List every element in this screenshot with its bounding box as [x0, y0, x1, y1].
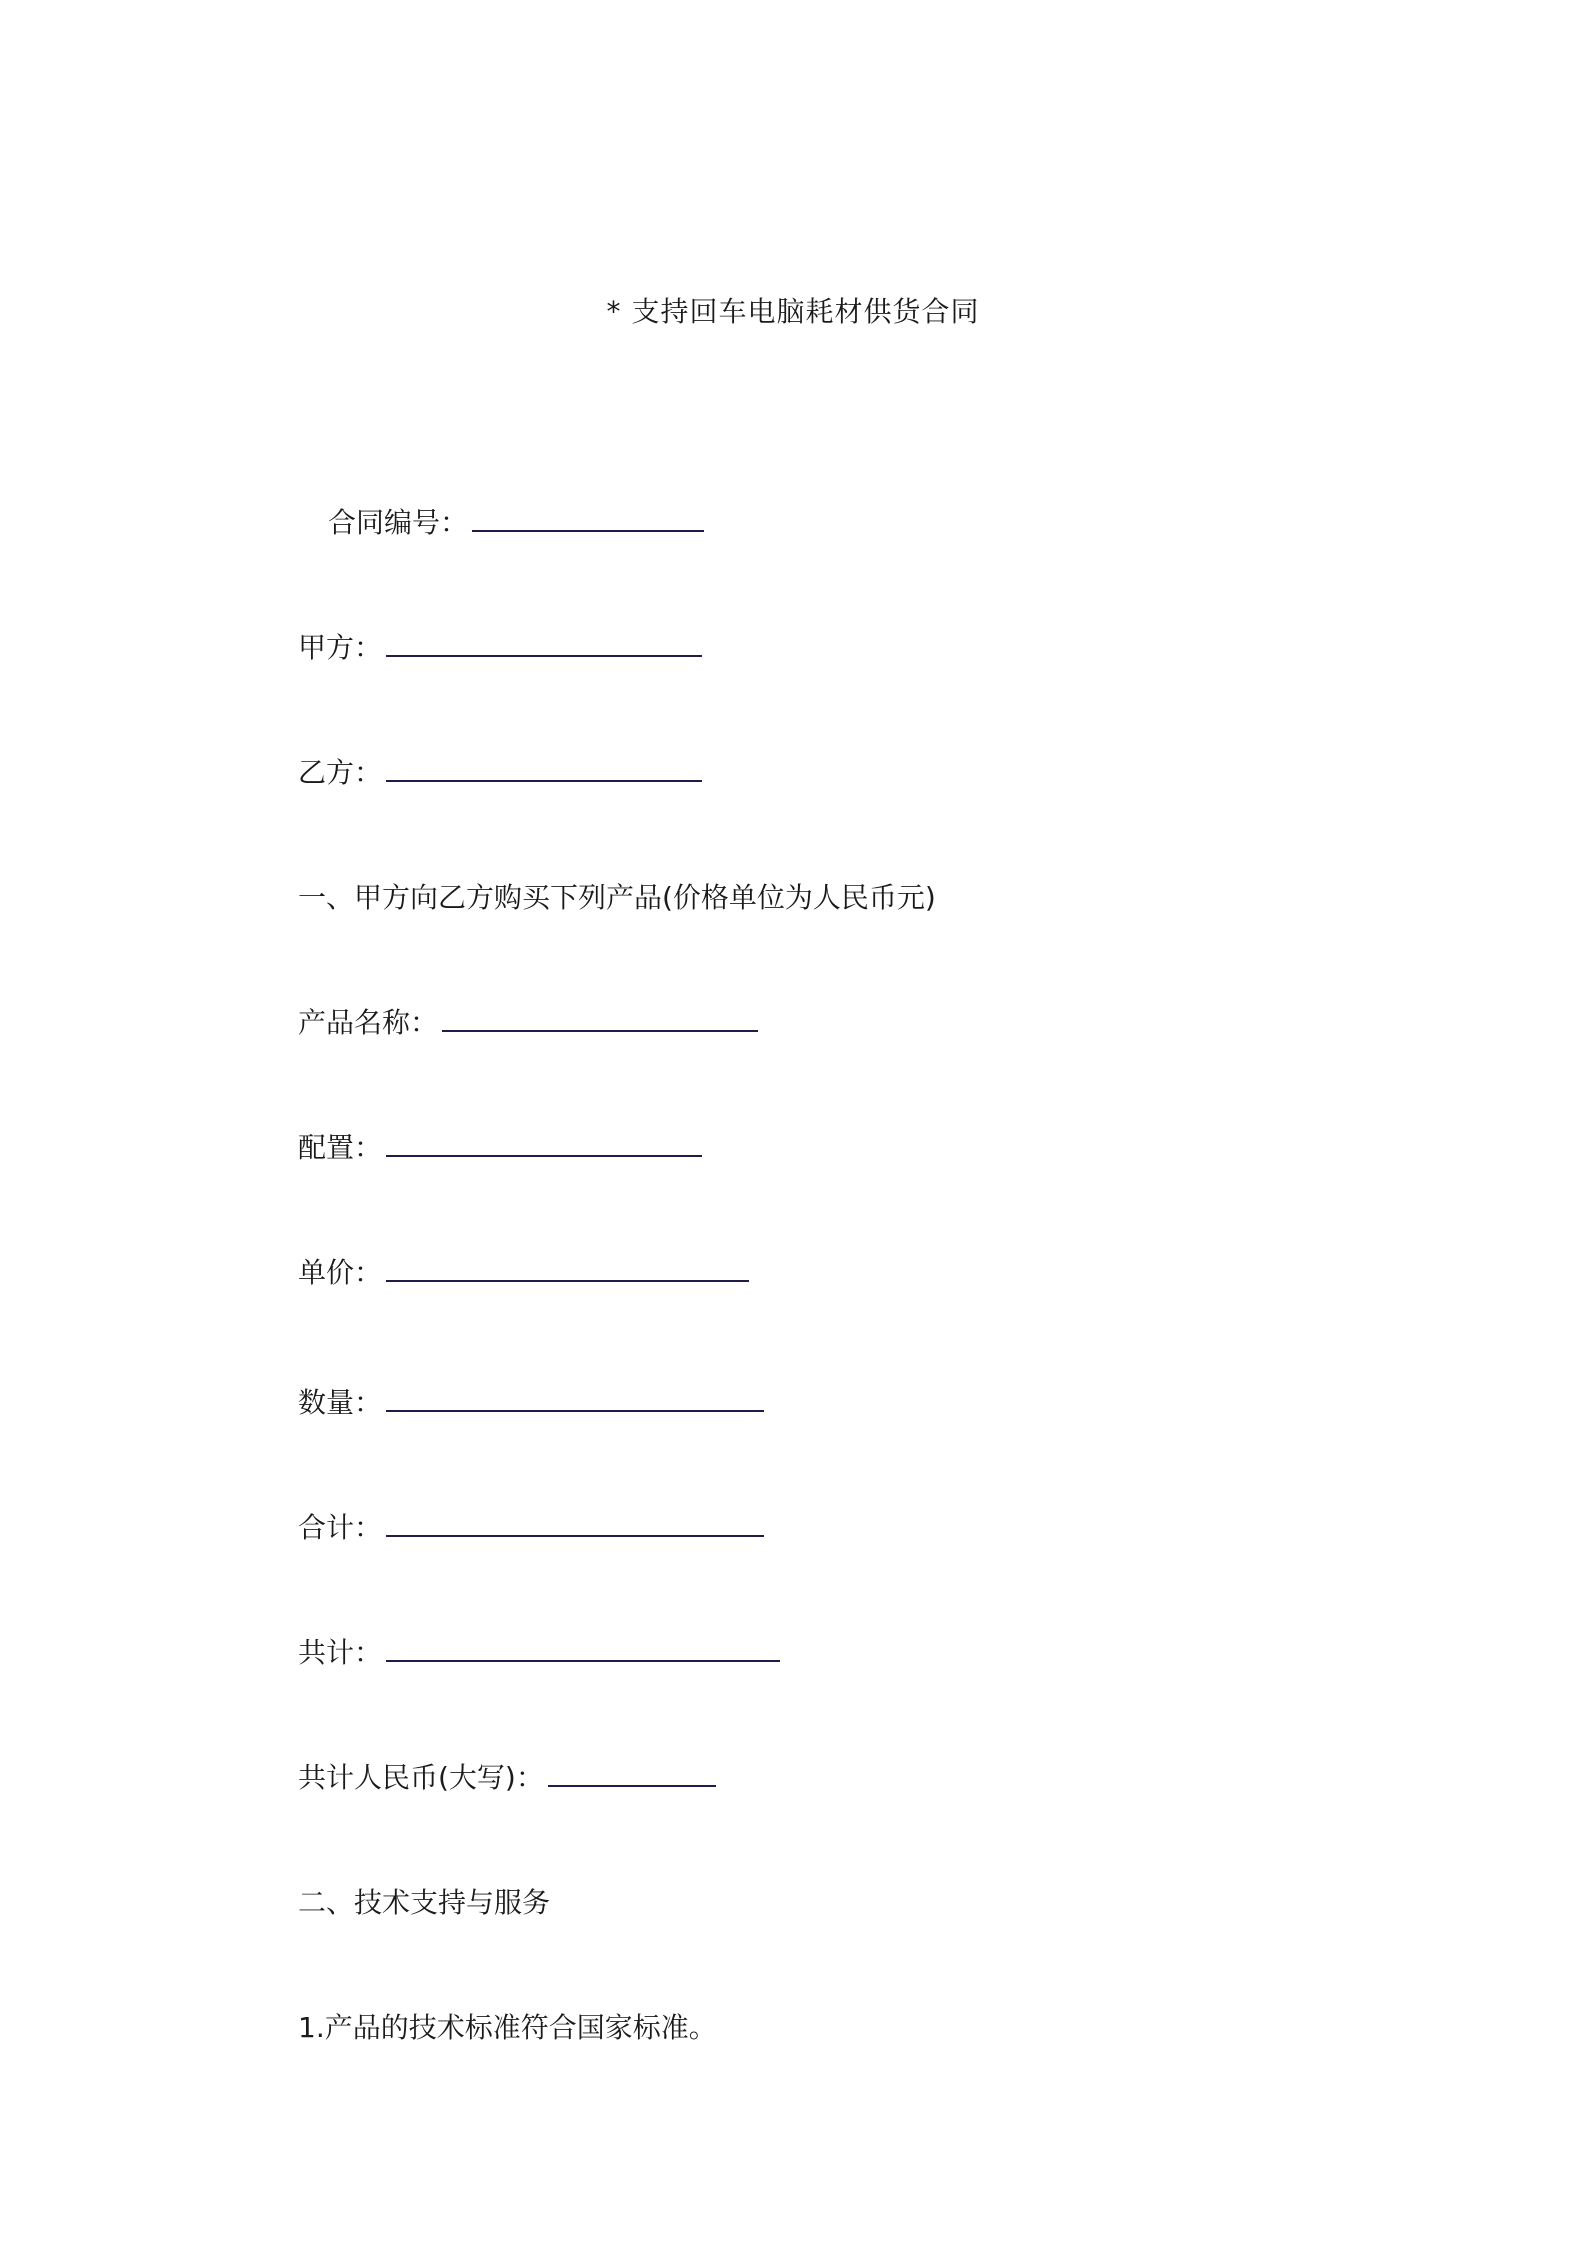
party-b-blank[interactable]: [386, 754, 702, 782]
contract-number-blank[interactable]: [472, 504, 704, 532]
total-rmb-line: [298, 1758, 716, 1798]
configuration-blank[interactable]: [386, 1129, 702, 1157]
document-title: * 支持回车电脑耗材供货合同: [606, 295, 980, 328]
unit-price-blank[interactable]: [386, 1254, 749, 1282]
quantity-label: 数量：: [298, 1386, 383, 1419]
product-name-blank[interactable]: [442, 1004, 758, 1032]
unit-price-line: [298, 1253, 749, 1293]
total-blank[interactable]: [386, 1634, 780, 1662]
total-label: 共计：: [298, 1636, 383, 1669]
section-1-heading: 一、甲方向乙方购买下列产品(价格单位为人民币元): [298, 881, 936, 914]
party-a-blank[interactable]: [386, 629, 702, 657]
total-rmb-blank[interactable]: [548, 1759, 716, 1787]
configuration-line: [298, 1128, 702, 1168]
section-2-heading: 二、技术支持与服务: [298, 1886, 551, 1919]
party-b-line: [298, 753, 702, 793]
configuration-label: 配置：: [298, 1131, 383, 1164]
item-1-text: 1.产品的技术标准符合国家标准。: [298, 2011, 717, 2044]
quantity-line: [298, 1383, 764, 1423]
subtotal-line: [298, 1508, 764, 1548]
subtotal-label: 合计：: [298, 1511, 383, 1544]
product-name-line: [298, 1003, 758, 1043]
product-name-label: 产品名称：: [298, 1006, 439, 1039]
contract-number-line: [328, 503, 704, 543]
total-rmb-label: 共计人民币(大写)：: [298, 1761, 544, 1794]
total-line: [298, 1633, 780, 1673]
party-b-label: 乙方：: [298, 756, 383, 789]
party-a-line: [298, 628, 702, 668]
quantity-blank[interactable]: [386, 1384, 764, 1412]
subtotal-blank[interactable]: [386, 1509, 764, 1537]
contract-number-label: 合同编号：: [328, 506, 469, 539]
unit-price-label: 单价：: [298, 1256, 383, 1289]
party-a-label: 甲方：: [298, 631, 383, 664]
